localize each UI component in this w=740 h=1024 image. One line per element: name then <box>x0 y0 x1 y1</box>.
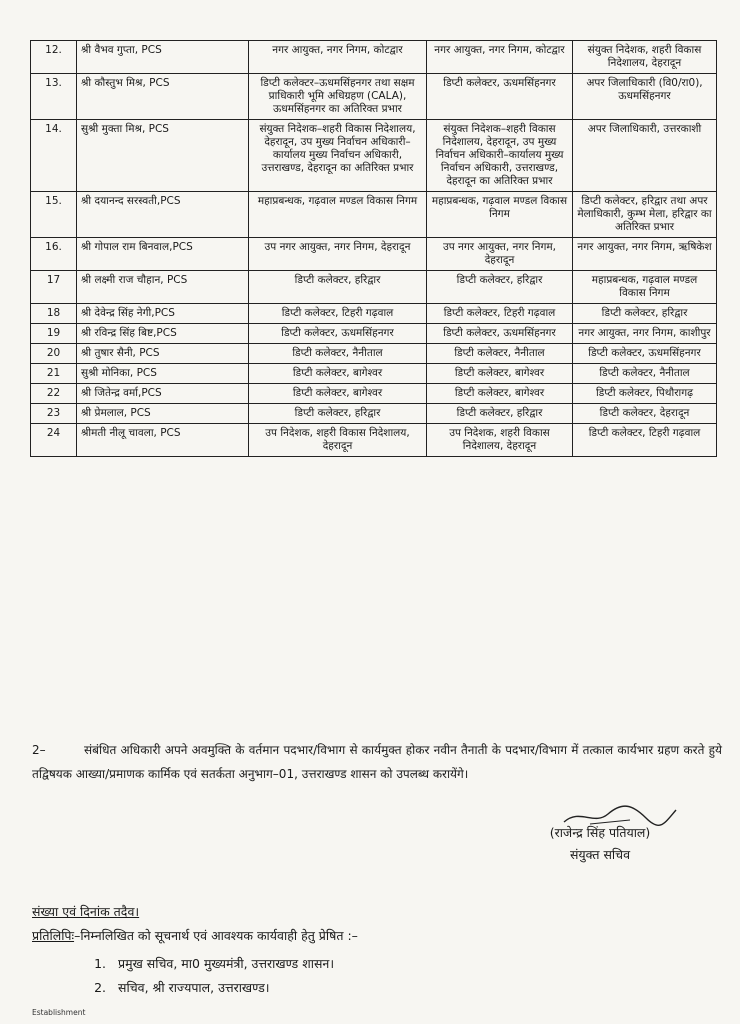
serial-number-cell: 22 <box>31 384 77 404</box>
serial-number-cell: 17 <box>31 271 77 304</box>
new-posting-cell: महाप्रबन्धक, गढ़वाल मण्डल विकास निगम <box>573 271 717 304</box>
relieved-post-cell: नगर आयुक्त, नगर निगम, कोटद्वार <box>427 41 573 74</box>
cc-list-item: 2. सचिव, श्री राज्यपाल, उत्तराखण्ड। <box>110 976 722 1000</box>
table-row <box>31 192 717 238</box>
relieved-post-cell: उप निदेशक, शहरी विकास निदेशालय, देहरादून <box>427 424 573 457</box>
cc-list <box>32 952 722 1000</box>
relieved-post-cell: डिप्टी कलेक्टर, ऊधमसिंहनगर <box>427 324 573 344</box>
new-posting-cell: डिप्टी कलेक्टर, टिहरी गढ़वाल <box>573 424 717 457</box>
relieved-post-cell: डिप्टी कलेक्टर, हरिद्वार <box>427 404 573 424</box>
cc-text: –निम्नलिखित को सूचनार्थ एवं आवश्यक कार्यवाही हेतु प्रेषित :– <box>74 928 358 943</box>
new-posting-cell: डिप्टी कलेक्टर, हरिद्वार तथा अपर मेलाधिकारी, कुम्भ मेला, हरिद्वार का अतिरिक्त प्रभार <box>573 192 717 238</box>
officer-name-cell: श्रीमती नीलू चावला, PCS <box>77 424 249 457</box>
serial-number-cell: 21 <box>31 364 77 384</box>
officer-name-cell: श्री प्रेमलाल, PCS <box>77 404 249 424</box>
current-post-cell: महाप्रबन्धक, गढ़वाल मण्डल विकास निगम <box>249 192 427 238</box>
relieved-post-cell: संयुक्त निदेशक–शहरी विकास निदेशालय, देहरादून, उप मुख्य निर्वाचन अधिकारी–कार्यालय मुख्य निर्वाचन अधिकारी, उत्तराखण्ड, देहरादून का अतिरिक्त प्रभार <box>427 120 573 192</box>
serial-number-cell: 24 <box>31 424 77 457</box>
table-row <box>31 404 717 424</box>
table-row <box>31 344 717 364</box>
current-post-cell: डिप्टी कलेक्टर, नैनीताल <box>249 344 427 364</box>
instruction-paragraph <box>32 738 722 786</box>
relieved-post-cell: डिप्टी कलेक्टर, बागेश्वर <box>427 384 573 404</box>
current-post-cell: उप नगर आयुक्त, नगर निगम, देहरादून <box>249 238 427 271</box>
table-row <box>31 384 717 404</box>
copy-reference-block <box>32 900 722 1000</box>
signatory-designation: संयुक्त सचिव <box>569 847 631 862</box>
new-posting-cell: अपर जिलाधिकारी, उत्तरकाशी <box>573 120 717 192</box>
officer-name-cell: श्री लक्ष्मी राज चौहान, PCS <box>77 271 249 304</box>
new-posting-cell: डिप्टी कलेक्टर, देहरादून <box>573 404 717 424</box>
serial-number-cell: 12. <box>31 41 77 74</box>
new-posting-cell: नगर आयुक्त, नगर निगम, काशीपुर <box>573 324 717 344</box>
footer-note: Establishment <box>32 1008 86 1017</box>
current-post-cell: डिप्टी कलेक्टर, हरिद्वार <box>249 271 427 304</box>
serial-number-cell: 18 <box>31 304 77 324</box>
transfer-table-body <box>31 41 717 457</box>
officer-name-cell: श्री कौस्तुभ मिश्र, PCS <box>77 74 249 120</box>
relieved-post-cell: उप नगर आयुक्त, नगर निगम, देहरादून <box>427 238 573 271</box>
officer-name-cell: श्री देवेन्द्र सिंह नेगी,PCS <box>77 304 249 324</box>
serial-number-cell: 23 <box>31 404 77 424</box>
current-post-cell: उप निदेशक, शहरी विकास निदेशालय, देहरादून <box>249 424 427 457</box>
serial-number-cell: 13. <box>31 74 77 120</box>
cc-list-item: 1. प्रमुख सचिव, मा0 मुख्यमंत्री, उत्तराखण्ड शासन। <box>110 952 722 976</box>
officer-name-cell: श्री रविन्द्र सिंह बिष्ट,PCS <box>77 324 249 344</box>
current-post-cell: डिप्टी कलेक्टर–ऊधमसिंहनगर तथा सक्षम प्राधिकारी भूमि अधिग्रहण (CALA), ऊधमसिंहनगर का अतिरिक्त प्रभार <box>249 74 427 120</box>
current-post-cell: डिप्टी कलेक्टर, टिहरी गढ़वाल <box>249 304 427 324</box>
cc-label: प्रतिलिपिः <box>32 928 75 943</box>
relieved-post-cell: डिप्टी कलेक्टर, टिहरी गढ़वाल <box>427 304 573 324</box>
table-row <box>31 238 717 271</box>
officer-name-cell: श्री गोपाल राम बिनवाल,PCS <box>77 238 249 271</box>
relieved-post-cell: डिप्टी कलेक्टर, हरिद्वार <box>427 271 573 304</box>
table-row <box>31 364 717 384</box>
serial-number-cell: 19 <box>31 324 77 344</box>
table-row <box>31 324 717 344</box>
new-posting-cell: डिप्टी कलेक्टर, ऊधमसिंहनगर <box>573 344 717 364</box>
transfer-table <box>30 40 717 457</box>
new-posting-cell: डिप्टी कलेक्टर, नैनीताल <box>573 364 717 384</box>
current-post-cell: डिप्टी कलेक्टर, बागेश्वर <box>249 364 427 384</box>
relieved-post-cell: डिप्टी कलेक्टर, ऊधमसिंहनगर <box>427 74 573 120</box>
cc-line <box>32 924 722 948</box>
officer-name-cell: सुश्री मुक्ता मिश्र, PCS <box>77 120 249 192</box>
table-row <box>31 120 717 192</box>
paragraph-text: संबंधित अधिकारी अपने अवमुक्ति के वर्तमान पदभार/विभाग से कार्यमुक्त होकर नवीन तैनाती के पदभार/विभाग में तत्काल कार्यभार ग्रहण करते हुये तद्विषयक आख्या/प्रमाणक कार्मिक एवं सतर्कता अनुभाग–01, उत्तराखण्ड शासन को उपलब्ध करायेंगे। <box>32 743 722 781</box>
relieved-post-cell: महाप्रबन्धक, गढ़वाल मण्डल विकास निगम <box>427 192 573 238</box>
reference-heading: संख्या एवं दिनांक तदैव। <box>32 904 140 919</box>
officer-name-cell: श्री वैभव गुप्ता, PCS <box>77 41 249 74</box>
new-posting-cell: अपर जिलाधिकारी (वि0/रा0), ऊधमसिंहनगर <box>573 74 717 120</box>
current-post-cell: डिप्टी कलेक्टर, ऊधमसिंहनगर <box>249 324 427 344</box>
relieved-post-cell: डिप्टी कलेक्टर, नैनीताल <box>427 344 573 364</box>
new-posting-cell: नगर आयुक्त, नगर निगम, ऋषिकेश <box>573 238 717 271</box>
serial-number-cell: 15. <box>31 192 77 238</box>
table-row <box>31 271 717 304</box>
relieved-post-cell: डिप्टी कलेक्टर, बागेश्वर <box>427 364 573 384</box>
signatory-block <box>500 822 700 866</box>
current-post-cell: डिप्टी कलेक्टर, बागेश्वर <box>249 384 427 404</box>
table-row <box>31 41 717 74</box>
serial-number-cell: 14. <box>31 120 77 192</box>
officer-name-cell: सुश्री मोनिका, PCS <box>77 364 249 384</box>
serial-number-cell: 20 <box>31 344 77 364</box>
officer-name-cell: श्री जितेन्द्र वर्मा,PCS <box>77 384 249 404</box>
table-row <box>31 424 717 457</box>
current-post-cell: संयुक्त निदेशक–शहरी विकास निदेशालय, देहरादून, उप मुख्य निर्वाचन अधिकारी–कार्यालय मुख्य निर्वाचन अधिकारी, उत्तराखण्ड, देहरादून का अतिरिक्त प्रभार <box>249 120 427 192</box>
current-post-cell: डिप्टी कलेक्टर, हरिद्वार <box>249 404 427 424</box>
signatory-name: (राजेन्द्र सिंह पतियाल) <box>549 825 651 840</box>
new-posting-cell: डिप्टी कलेक्टर, हरिद्वार <box>573 304 717 324</box>
table-row <box>31 74 717 120</box>
current-post-cell: नगर आयुक्त, नगर निगम, कोटद्वार <box>249 41 427 74</box>
new-posting-cell: संयुक्त निदेशक, शहरी विकास निदेशालय, देहरादून <box>573 41 717 74</box>
officer-name-cell: श्री तुषार सैनी, PCS <box>77 344 249 364</box>
officer-name-cell: श्री दयानन्द सरस्वती,PCS <box>77 192 249 238</box>
table-row <box>31 304 717 324</box>
serial-number-cell: 16. <box>31 238 77 271</box>
paragraph-number: 2– <box>32 743 46 757</box>
new-posting-cell: डिप्टी कलेक्टर, पिथौरागढ़ <box>573 384 717 404</box>
